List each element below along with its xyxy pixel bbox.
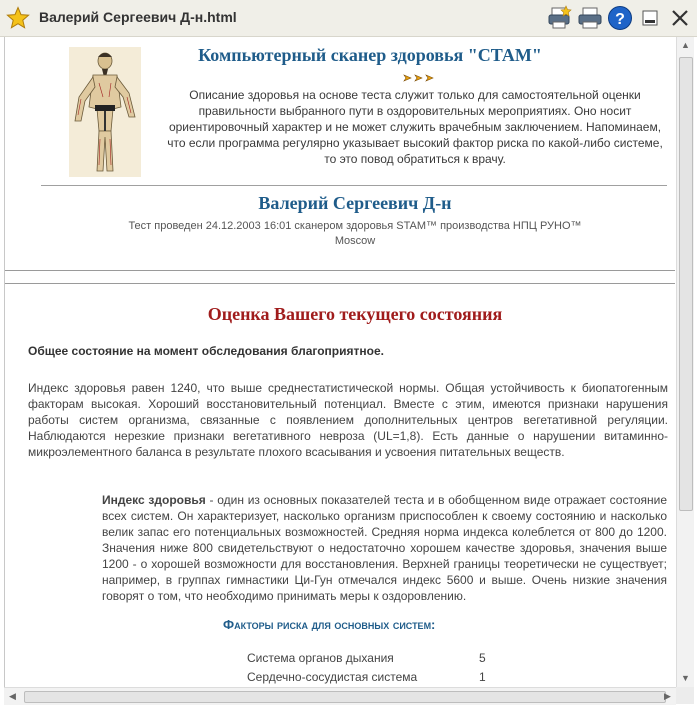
window-titlebar [0,0,697,37]
svg-text:?: ? [615,11,625,28]
test-city: Moscow [334,235,376,247]
document-view [4,37,677,687]
print-preview-icon [547,5,573,31]
health-index-paragraph: Индекс здоровья равен 1240, что выше среднестатистической нормы. Общая устойчивость к биопатогенным факторам высокая. Хороший восстановительный потенциал. Вместе с этим, имеются признаки нарушения работы систем организма, связанные с появлением дополнительных центров вегетативной регуляции. Наблюдаются нерезкие признаки вегетативного невроза (UL=1,8). Есть данные о нарушении витаминно-микроэлементного баланса в результате плохого всасывания и усвоения питательных веществ. [28,381,668,459]
favorite-star-icon[interactable] [6,6,30,30]
test-info-line: Тест проведен 24.12.2003 16:01 сканером здоровья STAM™ производства НПЦ РУНО™ [128,220,582,232]
minimize-icon [637,5,663,31]
assessment-panel [5,283,675,687]
scanner-title: Компьютерный сканер здоровья "СТАМ" [198,45,542,65]
close-icon [667,5,693,31]
risk-factors-title: Факторы риска для основных систем: [223,617,436,632]
scroll-left-icon[interactable]: ◀ [9,691,16,701]
print-button[interactable] [577,5,603,31]
printer-icon [577,5,603,31]
scroll-right-icon[interactable]: ▶ [664,691,671,701]
window-title: Валерий Сергеевич Д-н.html [39,9,237,25]
close-button[interactable] [667,5,693,31]
print-preview-button[interactable] [547,5,573,31]
intro-disclaimer: Описание здоровья на основе теста служит только для самостоятельной оценки правильности выбранного пути в оздоровительных мероприятиях. Оно носит ориентировочный характер и не может служить врачебным заключением. Напоминаем, что если программа регулярно указывает высокий фактор риска по какой-либо системе, то это повод обратиться к врачу. [167,88,663,166]
risk-row [247,670,507,684]
risk-row [247,651,507,665]
risk-system: Сердечно-сосудистая система [247,670,418,684]
risk-value: 5 [479,651,486,665]
index-description [102,492,667,604]
horizontal-scroll-thumb[interactable] [24,691,666,703]
index-description-text: - один из основных показателей теста и в обобщенном виде отражает состояние всех систем. Он характеризует, насколько организм приспособлен к своему состоянию и насколько велик запас его потенциальных возможностей. Средняя норма индекса колеблется от 800 до 1200. Значения ниже 800 свидетельствуют о недостаточно хорошем качестве здоровья, значения выше 1200 - о хорошей возможности для восстановления. Верхней границы теоретически не существует; например, в группах гимнастики Ци-Гун отмечался индекс 5600 и выше. Очень низкие значения говорят о том, что необходимо принимать меры к оздоровлению. [102,493,667,603]
index-term: Индекс здоровья [102,493,206,507]
person-name: Валерий Сергеевич Д-н [258,193,452,213]
general-state: Общее состояние на момент обследования благоприятное. [28,344,384,358]
acupuncture-figure-image [69,47,141,177]
help-icon [607,5,633,31]
risk-system: Система органов дыхания [247,651,394,665]
scroll-down-icon[interactable]: ▼ [681,673,690,683]
decorative-arrows-icon [403,73,437,83]
header-panel [5,37,675,271]
minimize-button[interactable] [637,5,663,31]
scroll-up-icon[interactable]: ▲ [681,40,690,50]
vertical-scrollbar[interactable] [676,37,694,687]
risk-value: 1 [479,670,486,684]
help-button[interactable] [607,5,633,31]
divider [41,185,667,186]
vertical-scroll-thumb[interactable] [679,57,693,511]
horizontal-scrollbar[interactable] [4,687,676,705]
test-info [5,219,677,249]
resize-corner [676,687,694,704]
assessment-title: Оценка Вашего текущего состояния [207,304,503,324]
